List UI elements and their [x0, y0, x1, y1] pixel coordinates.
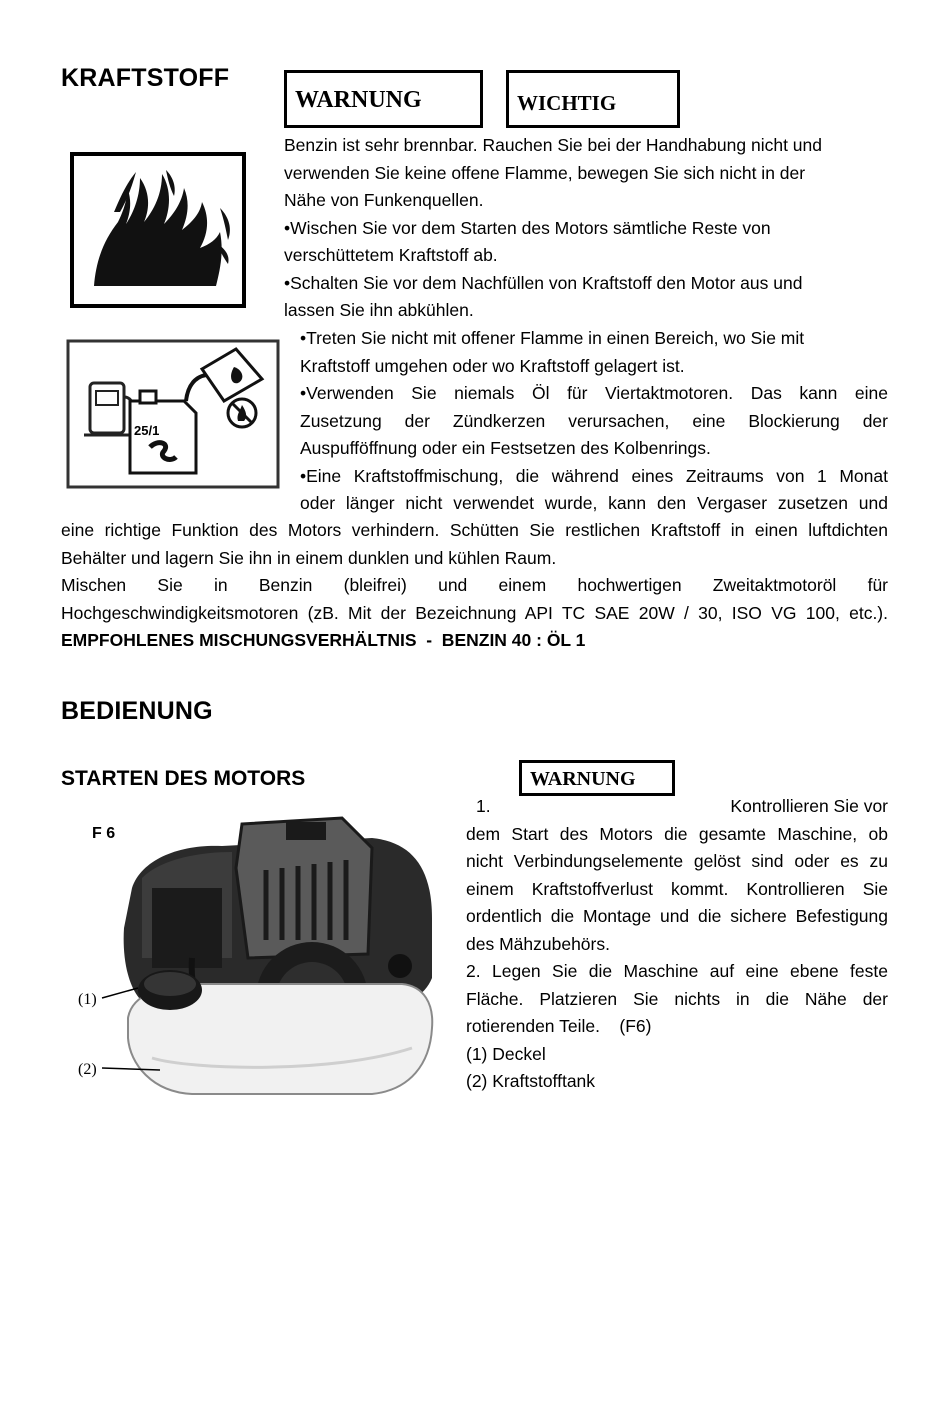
start-engine-subheading: STARTEN DES MOTORS [61, 767, 306, 790]
step-1-first-text: Kontrollieren Sie vor [730, 796, 888, 816]
step-1-number: 1. [476, 796, 491, 816]
text-line: Benzin ist sehr brennbar. Rauchen Sie bei der Handhabung nicht und [284, 135, 823, 155]
important-badge-label: WICHTIG [517, 91, 617, 115]
text-line: Hochgeschwindigkeitsmotoren (zB. Mit der Bezeichnung API TC SAE 20W / 30, ISO VG 100, etc.). [61, 602, 888, 623]
text-line: (1) Deckel [466, 1043, 546, 1064]
engine-figure [72, 808, 440, 1098]
fuel-warning-paragraph [284, 132, 869, 325]
text-line: Fläche. Platzieren Sie nichts in die Nähe der [466, 988, 888, 1009]
can-ratio-label: 25/1 [134, 423, 160, 438]
text-line: •Verwenden Sie niemals Öl für Viertaktmotoren. Das kann eine [300, 383, 888, 403]
text-line: (2) Kraftstofftank [466, 1071, 596, 1091]
text-line: rotierenden Teile. (F6) [466, 1016, 652, 1036]
text-line: 2. Legen Sie die Maschine auf eine ebene feste [466, 961, 888, 981]
operation-heading: BEDIENUNG [61, 697, 213, 725]
text-line: Behälter und lagern Sie ihn in einem dunklen und kühlen Raum. [61, 547, 557, 568]
text-line: verschüttetem Kraftstoff ab. [284, 245, 498, 265]
fuel-bullet-list [300, 325, 888, 518]
text-line: einem Kraftstoffverlust kommt. Kontrollieren Sie [466, 878, 888, 899]
operation-warning-badge [519, 760, 675, 796]
start-steps [466, 793, 888, 1096]
operation-warning-badge-label: WARNUNG [530, 768, 636, 790]
text-line: Auspufföffnung oder ein Festsetzen des Kolbenrings. [300, 438, 711, 458]
text-line: Kraftstoff umgehen oder wo Kraftstoff gelagert ist. [300, 355, 685, 376]
callout-1-label: (1) [78, 991, 97, 1008]
warning-badge [284, 70, 483, 128]
text-line: •Schalten Sie vor dem Nachfüllen von Kraftstoff den Motor aus und [284, 272, 803, 293]
figure-label: F 6 [92, 825, 116, 842]
text-line: eine richtige Funktion des Motors verhindern. Schütten Sie restlichen Kraftstoff in einen luftdichten [61, 520, 888, 540]
text-line: ordentlich die Montage und die sichere Befestigung [466, 906, 888, 926]
fuel-heading: KRAFTSTOFF [61, 64, 230, 92]
callout-2-label: (2) [78, 1061, 97, 1078]
step-1-first-line [466, 793, 888, 821]
text-line: nicht Verbindungselemente gelöst sind oder es zu [466, 851, 888, 871]
text-line: Mischen Sie in Benzin (bleifrei) und einem hochwertigen Zweitaktmotoröl für [61, 575, 888, 595]
text-line: dem Start des Motors die gesamte Maschine, ob [466, 823, 888, 844]
text-line: Nähe von Funkenquellen. [284, 190, 484, 210]
text-line: des Mähzubehörs. [466, 933, 610, 954]
refuel-warning-icon [66, 339, 280, 489]
fuel-mixing-paragraph [61, 517, 888, 655]
text-line: •Treten Sie nicht mit offener Flamme in einen Bereich, wo Sie mit [300, 328, 805, 348]
warning-badge-label: WARNUNG [295, 87, 422, 113]
text-line: •Eine Kraftstoffmischung, die während eines Zeitraums von 1 Monat [300, 465, 888, 486]
text-line: verwenden Sie keine offene Flamme, bewegen Sie sich nicht in der [284, 162, 806, 183]
text-line: Zusetzung der Zündkerzen verursachen, eine Blockierung der [300, 410, 888, 431]
text-line: •Wischen Sie vor dem Starten des Motors sämtliche Reste von [284, 217, 771, 238]
flame-icon [70, 152, 246, 308]
mix-ratio-line: EMPFOHLENES MISCHUNGSVERHÄLTNIS - BENZIN 40 : ÖL 1 [61, 630, 586, 650]
text-line: lassen Sie ihn abkühlen. [284, 300, 474, 320]
important-badge [506, 70, 680, 128]
text-line: oder länger nicht verwendet wurde, kann den Vergaser zusetzen und [300, 493, 888, 513]
